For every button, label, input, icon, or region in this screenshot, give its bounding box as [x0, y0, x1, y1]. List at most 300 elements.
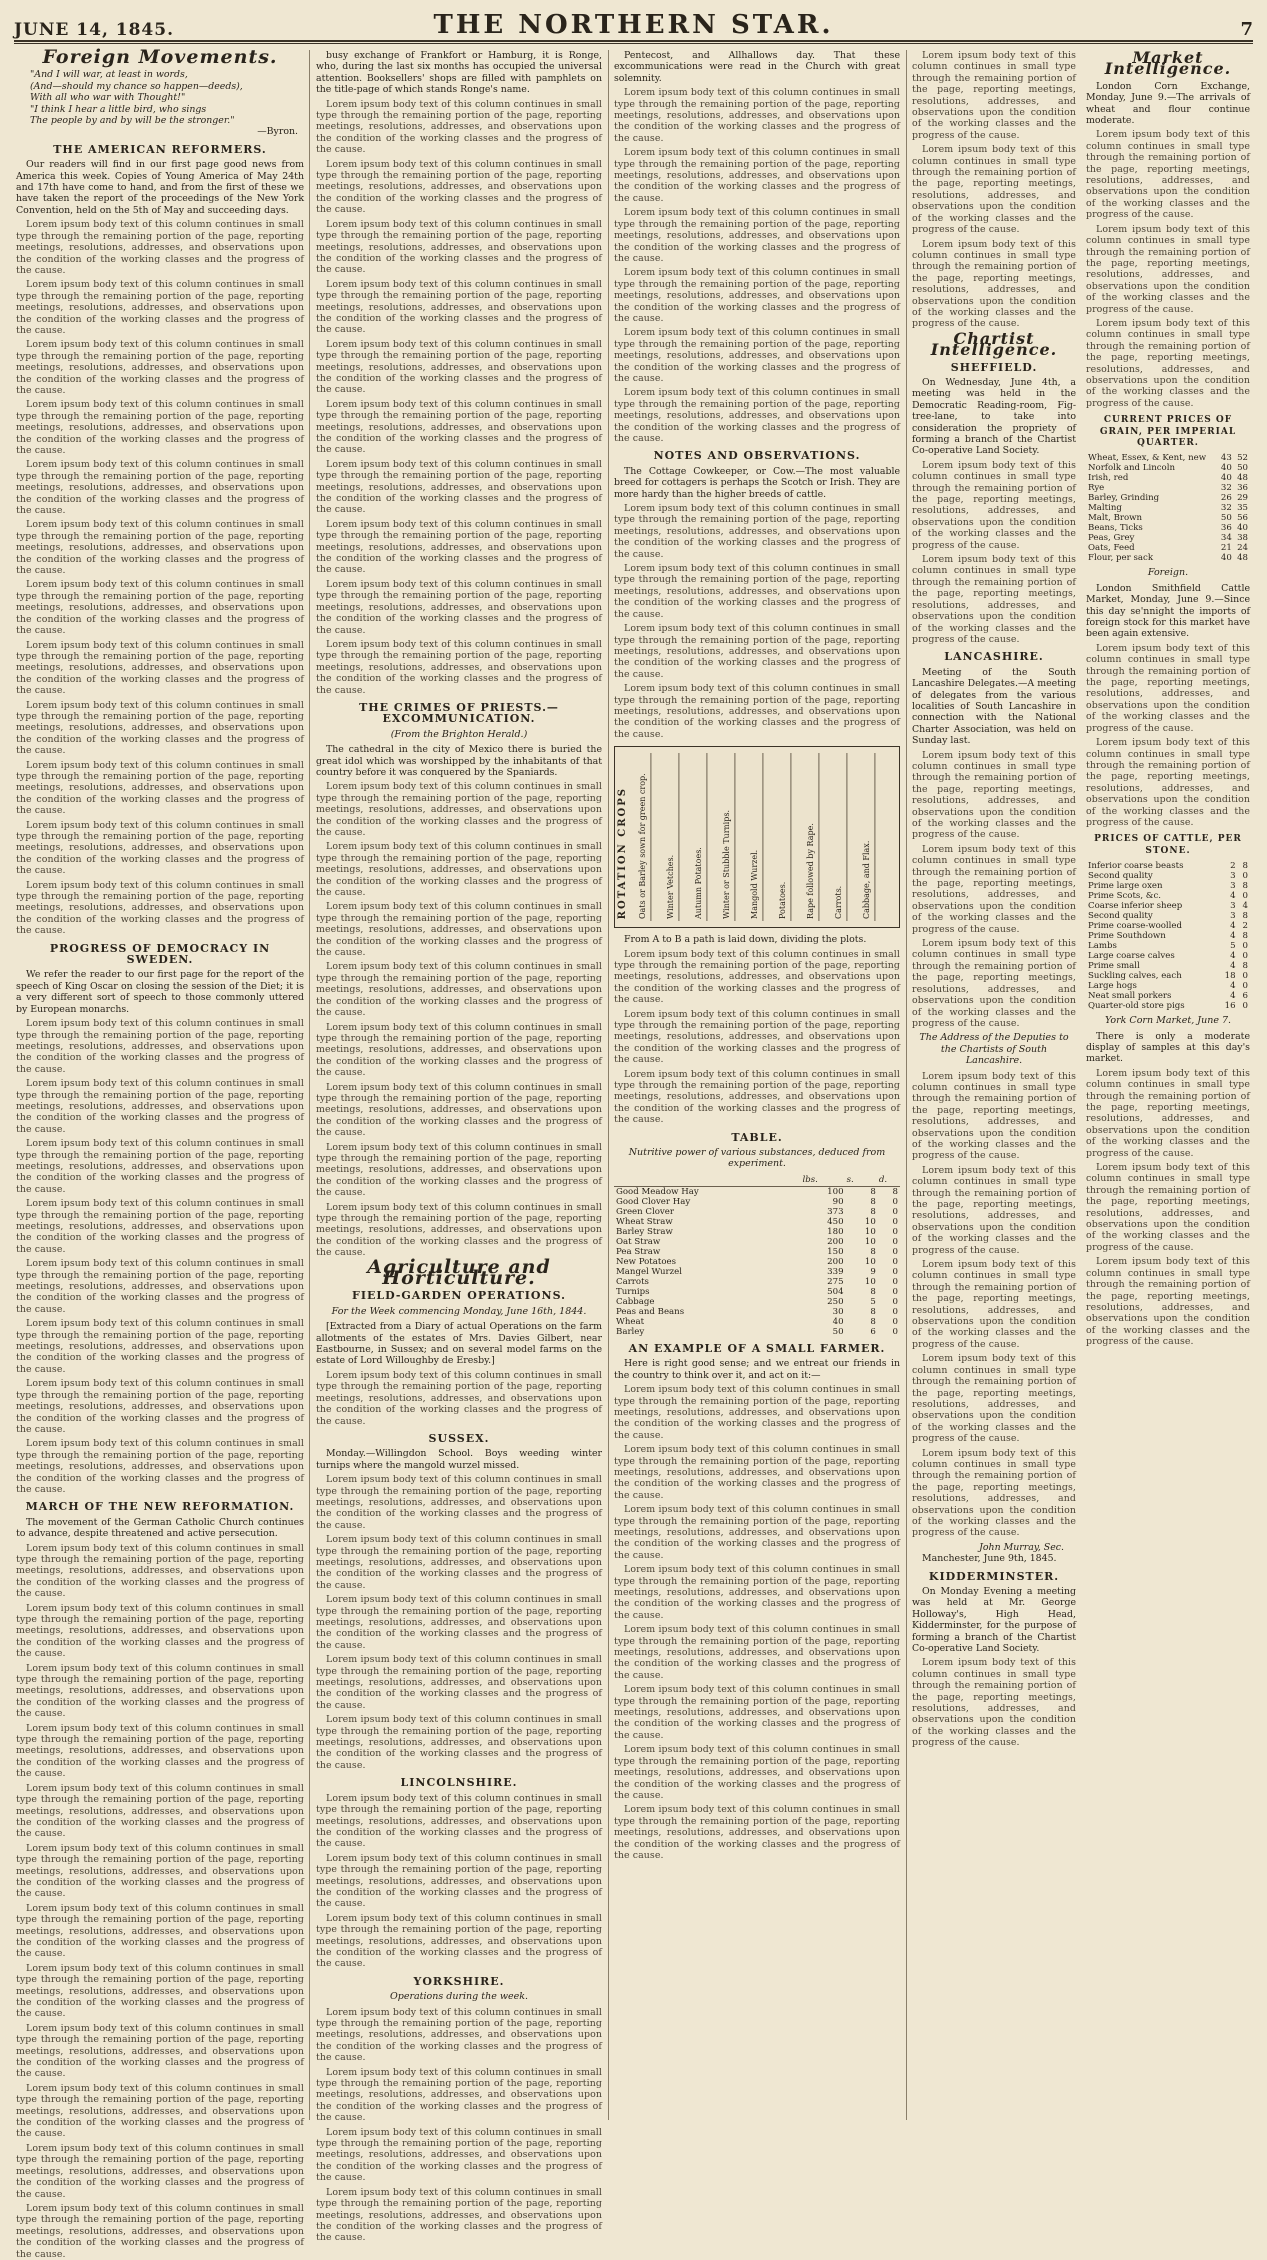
article-body: Lorem ipsum body text of this column continues in small type through the remaining portion of the page, reporting meetings, resolutions, addresses, and observations upon the condition of the working classes and the progress of the cause.: [16, 1722, 304, 1780]
article-body: Lorem ipsum body text of this column continues in small type through the remaining portion of the page, reporting meetings, resolutions, addresses, and observations upon the condition of the working classes and the progress of the cause.: [16, 2142, 304, 2200]
county-heading: SUSSEX.: [428, 1431, 490, 1445]
table-row: [1086, 911, 1250, 921]
headline-small-farmer: AN EXAMPLE OF A SMALL FARMER.: [628, 1341, 886, 1355]
table-cell: 8: [870, 1316, 876, 1327]
table-cell: 200: [827, 1236, 844, 1247]
table-row: [614, 1307, 900, 1317]
article-body: Lorem ipsum body text of this column continues in small type through the remaining portion of the page, reporting meetings, resolutions, addresses, and observations upon the condition of the working classes and the progress of the cause.: [316, 1714, 602, 1771]
table-cell: Prime Scots, &c.: [1088, 891, 1162, 902]
table-cell: 9: [870, 1266, 876, 1277]
table-cell: 6: [1242, 991, 1248, 1002]
table-cell: 2: [1242, 921, 1248, 932]
article-body: Lorem ipsum body text of this column continues in small type through the remaining portion of the page, reporting meetings, resolutions, addresses, and observations upon the condition of the working classes and the progress of the cause.: [16, 579, 304, 637]
table-cell: Norfolk and Lincoln: [1088, 463, 1175, 474]
article-body: Lorem ipsum body text of this column continues in small type through the remaining portion of the page, reporting meetings, resolutions, addresses, and observations upon the condition of the working classes and the progress of the cause.: [1086, 129, 1250, 221]
epigraph: [30, 69, 298, 137]
article-lead: The cathedral in the city of Mexico there is buried the great idol which was worshipped by the inhabitants of that country before it was conquered by the Spaniards.: [316, 744, 602, 778]
article-body: Lorem ipsum body text of this column continues in small type through the remaining portion of the page, reporting meetings, resolutions, addresses, and observations upon the condition of the working classes and the progress of the cause.: [16, 1078, 304, 1135]
diagram-caption: From A to B a path is laid down, dividing the plots.: [624, 934, 867, 946]
article-body: Lorem ipsum body text of this column continues in small type through the remaining portion of the page, reporting meetings, resolutions, addresses, and observations upon the condition of the working classes and the progress of the cause.: [16, 699, 304, 757]
table-cell: Prime small: [1088, 961, 1140, 972]
table-cell: Good Meadow Hay: [616, 1186, 699, 1197]
table-cell: 6: [870, 1326, 876, 1337]
article-body: Lorem ipsum body text of this column continues in small type through the remaining portion of the page, reporting meetings, resolutions, addresses, and observations upon the condition of the working classes and the progress of the cause.: [614, 623, 900, 680]
prices-heading: CURRENT PRICES OF GRAIN, PER IMPERIAL QUARTER.: [1099, 415, 1237, 448]
article-body: Lorem ipsum body text of this column continues in small type through the remaining portion of the page, reporting meetings, resolutions, addresses, and observations upon the condition of the working classes and the progress of the cause.: [614, 87, 900, 144]
table-cell: Wheat Straw: [616, 1216, 673, 1227]
article-body: Lorem ipsum body text of this column continues in small type through the remaining portion of the page, reporting meetings, resolutions, addresses, and observations upon the condition of the working classes and the progress of the cause.: [16, 1318, 304, 1375]
table-cell: 2: [1230, 861, 1236, 872]
table-cell: 24: [1237, 543, 1248, 554]
epigraph-line: The people by and by will be the stronger.": [30, 115, 235, 127]
table-cell: 4: [1230, 921, 1236, 932]
table-cell: 0: [892, 1216, 898, 1227]
table-row: [1086, 981, 1250, 991]
table-cell: Malt, Brown: [1088, 513, 1143, 524]
rotation-crops-diagram: [614, 746, 900, 928]
table-cell: 10: [864, 1236, 876, 1247]
article-lead: On Wednesday, June 4th, a meeting was held in the Democratic Reading-room, Fig-tree-lane, to take into consideration the propriety of forming a branch of the Chartist Co-operative Land Society.: [912, 376, 1076, 457]
headline-field-garden: FIELD-GARDEN OPERATIONS.: [352, 1289, 566, 1303]
table-cell: Neat small porkers: [1088, 991, 1172, 1002]
table-row: [614, 1287, 900, 1297]
rotation-row: Cabbage, and Flax.: [859, 753, 875, 921]
table-row: [1086, 453, 1250, 463]
article-body: Lorem ipsum body text of this column continues in small type through the remaining portion of the page, reporting meetings, resolutions, addresses, and observations upon the condition of the working classes and the progress of the cause.: [316, 518, 602, 576]
table-cell: Quarter-old store pigs: [1088, 1001, 1185, 1012]
table-cell: 36: [1220, 523, 1232, 534]
table-cell: 339: [827, 1266, 844, 1277]
table-row: [614, 1327, 900, 1337]
table-cell: 8: [1242, 961, 1248, 972]
table-cell: 38: [1237, 533, 1248, 544]
table-row: [1086, 513, 1250, 523]
article-body: Lorem ipsum body text of this column continues in small type through the remaining portion of the page, reporting meetings, resolutions, addresses, and observations upon the condition of the working classes and the progress of the cause.: [316, 2006, 602, 2064]
table-cell: 16: [1224, 1001, 1236, 1012]
section-title-chartist: Chartist Intelligence.: [930, 328, 1058, 360]
article-body: Lorem ipsum body text of this column continues in small type through the remaining portion of the page, reporting meetings, resolutions, addresses, and observations upon the condition of the working classes and the progress of the cause.: [912, 1353, 1076, 1445]
dateline: Manchester, June 9th, 1845.: [922, 1553, 1057, 1565]
article-lead: We refer the reader to our first page for the report of the speech of King Oscar on closing the session of the Diet; it is a very different sort of speech to those commonly uttered by European monarchs.: [16, 969, 304, 1015]
table-col-head: lbs.: [801, 1174, 845, 1187]
article-body: Lorem ipsum body text of this column continues in small type through the remaining portion of the page, reporting meetings, resolutions, addresses, and observations upon the condition of the working classes and the progress of the cause.: [912, 144, 1076, 236]
table-cell: 200: [827, 1256, 844, 1267]
table-row: [1086, 553, 1250, 563]
table-row: [614, 1237, 900, 1247]
table-subheading: Nutritive power of various substances, deduced from experiment.: [628, 1147, 886, 1170]
table-cell: Large coarse calves: [1088, 951, 1175, 962]
column-1: [16, 46, 304, 2260]
table-cell: 8: [870, 1306, 876, 1317]
table-cell: 52: [1237, 453, 1248, 464]
article-lead: [Extracted from a Diary of actual Operations on the farm allotments of the estates of Mrs. Davies Gilbert, near Eastbourne, in Sussex; and on several model farms on the estate of Lord Willoughby de Eresby.]: [316, 1321, 602, 1367]
table-cell: 0: [892, 1206, 898, 1217]
article-body: Lorem ipsum body text of this column continues in small type through the remaining portion of the page, reporting meetings, resolutions, addresses, and observations upon the condition of the working classes and the progress of the cause.: [912, 843, 1076, 935]
table-cell: Second quality: [1088, 911, 1153, 922]
table-cell: 50: [832, 1326, 844, 1337]
article-body: Lorem ipsum body text of this column continues in small type through the remaining portion of the page, reporting meetings, resolutions, addresses, and observations upon the condition of the working classes and the progress of the cause.: [16, 279, 304, 336]
table-cell: 90: [832, 1196, 844, 1207]
table-row: [614, 1257, 900, 1267]
rotation-row: Mangold Wurzel.: [747, 753, 763, 921]
table-row: [1086, 941, 1250, 951]
article-body: Lorem ipsum body text of this column continues in small type through the remaining portion of the page, reporting meetings, resolutions, addresses, and observations upon the condition of the working classes and the progress of the cause.: [316, 1654, 602, 1711]
table-row: [1086, 991, 1250, 1001]
table-cell: Wheat, Essex, & Kent, new: [1088, 453, 1207, 464]
table-row: [1086, 463, 1250, 473]
article-body: Lorem ipsum body text of this column continues in small type through the remaining portion of the page, reporting meetings, resolutions, addresses, and observations upon the condition of the working classes and the progress of the cause.: [912, 554, 1076, 645]
headline-kidderminster: KIDDERMINSTER.: [928, 1569, 1060, 1583]
article-body: Lorem ipsum body text of this column continues in small type through the remaining portion of the page, reporting meetings, resolutions, addresses, and observations upon the condition of the working classes and the progress of the cause.: [16, 339, 304, 396]
article-lead: Our readers will find in our first page good news from America this week. Copies of Young America of May 24th and 17th have come to hand, and from the first of these we have taken the report of the proceedings of the New York Convention, held on the 5th of May and succeeding days.: [16, 159, 304, 216]
article-body: Lorem ipsum body text of this column continues in small type through the remaining portion of the page, reporting meetings, resolutions, addresses, and observations upon the condition of the working classes and the progress of the cause.: [16, 1018, 304, 1075]
market-subcolumn: [1086, 50, 1250, 1752]
table-row: [614, 1267, 900, 1277]
column-4: [912, 50, 1250, 2120]
table-cell: Second quality: [1088, 871, 1153, 882]
table-cell: Barley Straw: [616, 1226, 673, 1237]
table-cell: 3: [1230, 871, 1236, 882]
article-body: Lorem ipsum body text of this column continues in small type through the remaining portion of the page, reporting meetings, resolutions, addresses, and observations upon the condition of the working classes and the progress of the cause.: [614, 1068, 900, 1126]
table-cell: 10: [864, 1226, 876, 1237]
table-cell: 10: [864, 1256, 876, 1267]
table-cell: 40: [1220, 473, 1232, 484]
table-cell: Barley, Grinding: [1088, 493, 1160, 504]
article-body: Lorem ipsum body text of this column continues in small type through the remaining portion of the page, reporting meetings, resolutions, addresses, and observations upon the condition of the working classes and the progress of the cause.: [16, 2202, 304, 2260]
table-cell: 4: [1230, 951, 1236, 962]
table-cell: 3: [1230, 881, 1236, 892]
table-cell: 0: [1242, 951, 1248, 962]
article-lead: London Smithfield Cattle Market, Monday, June 9.—Since this day se'nnight the imports of foreign stock for this market have been again extensive.: [1086, 582, 1250, 640]
masthead: [14, 6, 1253, 42]
rotation-row: Carrots.: [831, 753, 847, 921]
rotation-row: Oats or Barley sown for green crop.: [635, 753, 651, 921]
article-body: Lorem ipsum body text of this column continues in small type through the remaining portion of the page, reporting meetings, resolutions, addresses, and observations upon the condition of the working classes and the progress of the cause.: [614, 1504, 900, 1561]
table-cell: 5: [1230, 941, 1236, 952]
table-cell: 4: [1230, 981, 1236, 992]
article-body: Lorem ipsum body text of this column continues in small type through the remaining portion of the page, reporting meetings, resolutions, addresses, and observations upon the condition of the working classes and the progress of the cause.: [16, 2022, 304, 2080]
table-cell: Peas, Grey: [1088, 533, 1135, 544]
article-body: Lorem ipsum body text of this column continues in small type through the remaining portion of the page, reporting meetings, resolutions, addresses, and observations upon the condition of the working classes and the progress of the cause.: [614, 1384, 900, 1441]
table-row: [1086, 961, 1250, 971]
epigraph-line: (And—should my chance so happen—deeds),: [30, 80, 243, 92]
table-cell: Malting: [1088, 503, 1122, 514]
table-row: [1086, 931, 1250, 941]
article-body: Lorem ipsum body text of this column continues in small type through the remaining portion of the page, reporting meetings, resolutions, addresses, and observations upon the condition of the working classes and the progress of the cause.: [316, 98, 602, 156]
article-body: Lorem ipsum body text of this column continues in small type through the remaining portion of the page, reporting meetings, resolutions, addresses, and observations upon the condition of the working classes and the progress of the cause.: [16, 219, 304, 276]
article-body: Lorem ipsum body text of this column continues in small type through the remaining portion of the page, reporting meetings, resolutions, addresses, and observations upon the condition of the working classes and the progress of the cause.: [16, 1902, 304, 1960]
table-cell: Cabbage: [616, 1296, 655, 1307]
article-body: Lorem ipsum body text of this column continues in small type through the remaining portion of the page, reporting meetings, resolutions, addresses, and observations upon the condition of the working classes and the progress of the cause.: [912, 749, 1076, 841]
article-body: Lorem ipsum body text of this column continues in small type through the remaining portion of the page, reporting meetings, resolutions, addresses, and observations upon the condition of the working classes and the progress of the cause.: [316, 1201, 602, 1259]
table-cell: Peas and Beans: [616, 1306, 685, 1317]
article-body: Lorem ipsum body text of this column continues in small type through the remaining portion of the page, reporting meetings, resolutions, addresses, and observations upon the condition of the working classes and the progress of the cause.: [1086, 223, 1250, 315]
table-row: [1086, 951, 1250, 961]
table-cell: Wheat: [616, 1316, 645, 1327]
article-body: Lorem ipsum body text of this column continues in small type through the remaining portion of the page, reporting meetings, resolutions, addresses, and observations upon the condition of the working classes and the progress of the cause.: [614, 563, 900, 620]
article-body: Lorem ipsum body text of this column continues in small type through the remaining portion of the page, reporting meetings, resolutions, addresses, and observations upon the condition of the working classes and the progress of the cause.: [614, 267, 900, 324]
table-heading: TABLE.: [731, 1130, 783, 1144]
table-cell: Pea Straw: [616, 1246, 661, 1257]
table-row: [1086, 543, 1250, 553]
table-cell: 43: [1220, 453, 1232, 464]
table-cell: Prime large oxen: [1088, 881, 1163, 892]
article-body: Lorem ipsum body text of this column continues in small type through the remaining portion of the page, reporting meetings, resolutions, addresses, and observations upon the condition of the working classes and the progress of the cause.: [912, 1447, 1076, 1539]
article-body: Lorem ipsum body text of this column continues in small type through the remaining portion of the page, reporting meetings, resolutions, addresses, and observations upon the condition of the working classes and the progress of the cause.: [316, 1369, 602, 1427]
article-body: Lorem ipsum body text of this column continues in small type through the remaining portion of the page, reporting meetings, resolutions, addresses, and observations upon the condition of the working classes and the progress of the cause.: [16, 1602, 304, 1660]
table-row: [614, 1217, 900, 1227]
article-body: Lorem ipsum body text of this column continues in small type through the remaining portion of the page, reporting meetings, resolutions, addresses, and observations upon the condition of the working classes and the progress of the cause.: [16, 879, 304, 937]
article-body: Lorem ipsum body text of this column continues in small type through the remaining portion of the page, reporting meetings, resolutions, addresses, and observations upon the condition of the working classes and the progress of the cause.: [614, 1444, 900, 1501]
article-body: Lorem ipsum body text of this column continues in small type through the remaining portion of the page, reporting meetings, resolutions, addresses, and observations upon the condition of the working classes and the progress of the cause.: [316, 1852, 602, 1910]
table-cell: 40: [1220, 553, 1232, 564]
article-body: Lorem ipsum body text of this column continues in small type through the remaining portion of the page, reporting meetings, resolutions, addresses, and observations upon the condition of the working classes and the progress of the cause.: [16, 459, 304, 517]
table-cell: 8: [1242, 931, 1248, 942]
table-cell: 0: [892, 1266, 898, 1277]
table-cell: 40: [1220, 463, 1232, 474]
article-body: Lorem ipsum body text of this column continues in small type through the remaining portion of the page, reporting meetings, resolutions, addresses, and observations upon the condition of the working classes and the progress of the cause.: [316, 578, 602, 636]
article-body: Lorem ipsum body text of this column continues in small type through the remaining portion of the page, reporting meetings, resolutions, addresses, and observations upon the condition of the working classes and the progress of the cause.: [316, 2126, 602, 2184]
article-lead: The movement of the German Catholic Church continues to advance, despite threatened and active persecution.: [16, 1516, 304, 1540]
table-cell: Coarse inferior sheep: [1088, 901, 1183, 912]
table-cell: 8: [870, 1286, 876, 1297]
table-cell: 0: [892, 1226, 898, 1237]
table-cell: 4: [1230, 931, 1236, 942]
table-cell: 3: [1230, 911, 1236, 922]
table-cell: 8: [870, 1186, 876, 1197]
table-row: [614, 1227, 900, 1237]
table-cell: Good Clover Hay: [616, 1196, 691, 1207]
article-body: Lorem ipsum body text of this column continues in small type through the remaining portion of the page, reporting meetings, resolutions, addresses, and observations upon the condition of the working classes and the progress of the cause.: [1086, 317, 1250, 409]
article-body: Lorem ipsum body text of this column continues in small type through the remaining portion of the page, reporting meetings, resolutions, addresses, and observations upon the condition of the working classes and the progress of the cause.: [614, 387, 900, 444]
headline-new-reformation: MARCH OF THE NEW REFORMATION.: [25, 1500, 295, 1514]
headline-notes-observations: NOTES AND OBSERVATIONS.: [653, 449, 861, 463]
table-cell: Suckling calves, each: [1088, 971, 1182, 982]
article-body: Lorem ipsum body text of this column continues in small type through the remaining portion of the page, reporting meetings, resolutions, addresses, and observations upon the condition of the working classes and the progress of the cause.: [614, 1744, 900, 1801]
article-body: Lorem ipsum body text of this column continues in small type through the remaining portion of the page, reporting meetings, resolutions, addresses, and observations upon the condition of the working classes and the progress of the cause.: [316, 338, 602, 396]
table-row: [1086, 891, 1250, 901]
table-row: [1086, 503, 1250, 513]
subheadline: Operations during the week.: [389, 1991, 528, 2003]
article-body: Lorem ipsum body text of this column continues in small type through the remaining portion of the page, reporting meetings, resolutions, addresses, and observations upon the condition of the working classes and the progress of the cause.: [316, 218, 602, 276]
epigraph-line: "I think I hear a little bird, who sings: [30, 103, 207, 115]
table-cell: Green Clover: [616, 1206, 674, 1217]
table-cell: 0: [1242, 1001, 1248, 1012]
cattle-prices-table: [1086, 861, 1250, 1011]
section-title-market: Market Intelligence.: [1104, 48, 1232, 79]
county-heading: YORKSHIRE.: [413, 1974, 505, 1988]
article-body: Lorem ipsum body text of this column continues in small type through the remaining portion of the page, reporting meetings, resolutions, addresses, and observations upon the condition of the working classes and the progress of the cause.: [912, 459, 1076, 551]
table-cell: 504: [827, 1286, 844, 1297]
article-body: Lorem ipsum body text of this column continues in small type through the remaining portion of the page, reporting meetings, resolutions, addresses, and observations upon the condition of the working classes and the progress of the cause.: [16, 1782, 304, 1840]
article-body: Lorem ipsum body text of this column continues in small type through the remaining portion of the page, reporting meetings, resolutions, addresses, and observations upon the condition of the working classes and the progress of the cause.: [614, 1804, 900, 1861]
table-cell: 4: [1230, 961, 1236, 972]
article-body: Lorem ipsum body text of this column continues in small type through the remaining portion of the page, reporting meetings, resolutions, addresses, and observations upon the condition of the working classes and the progress of the cause.: [16, 1542, 304, 1600]
table-row: [614, 1207, 900, 1217]
rotation-title: ROTATION CROPS: [617, 787, 628, 920]
column-3: [614, 50, 900, 2120]
table-cell: Prime coarse-woolled: [1088, 921, 1183, 932]
article-body: Lorem ipsum body text of this column continues in small type through the remaining portion of the page, reporting meetings, resolutions, addresses, and observations upon the condition of the working classes and the progress of the cause.: [912, 50, 1076, 141]
subheadline: For the Week commencing Monday, June 16th, 1844.: [331, 1305, 587, 1317]
article-body: Lorem ipsum body text of this column continues in small type through the remaining portion of the page, reporting meetings, resolutions, addresses, and observations upon the condition of the working classes and the progress of the cause.: [1086, 642, 1250, 734]
table-cell: 0: [892, 1246, 898, 1257]
article-body: Lorem ipsum body text of this column continues in small type through the remaining portion of the page, reporting meetings, resolutions, addresses, and observations upon the condition of the working classes and the progress of the cause.: [316, 1081, 602, 1139]
article-body: Lorem ipsum body text of this column continues in small type through the remaining portion of the page, reporting meetings, resolutions, addresses, and observations upon the condition of the working classes and the progress of the cause.: [316, 2186, 602, 2244]
table-cell: 32: [1220, 483, 1232, 494]
rotation-row: Rape followed by Rape.: [803, 753, 819, 921]
headline-crimes-of-priests: THE CRIMES OF PRIESTS.—EXCOMMUNICATION.: [359, 700, 559, 726]
table-cell: 18: [1224, 971, 1236, 982]
table-cell: Mangel Wurzel: [616, 1266, 683, 1277]
address-title: The Address of the Deputies to the Chartists of South Lancashire.: [919, 1032, 1069, 1067]
table-cell: 35: [1237, 503, 1248, 514]
table-cell: Prime Southdown: [1088, 931, 1166, 942]
table-cell: Carrots: [616, 1276, 649, 1287]
table-cell: 0: [892, 1236, 898, 1247]
epigraph-line: "And I will war, at least in words,: [30, 69, 188, 81]
article-body: Lorem ipsum body text of this column continues in small type through the remaining portion of the page, reporting meetings, resolutions, addresses, and observations upon the condition of the working classes and the progress of the cause.: [16, 399, 304, 456]
table-cell: 0: [892, 1286, 898, 1297]
table-cell: 8: [870, 1206, 876, 1217]
table-cell: 10: [864, 1276, 876, 1287]
article-body: Lorem ipsum body text of this column continues in small type through the remaining portion of the page, reporting meetings, resolutions, addresses, and observations upon the condition of the working classes and the progress of the cause.: [16, 1138, 304, 1195]
article-body: Lorem ipsum body text of this column continues in small type through the remaining portion of the page, reporting meetings, resolutions, addresses, and observations upon the condition of the working classes and the progress of the cause.: [16, 1258, 304, 1315]
table-cell: 275: [827, 1276, 844, 1287]
table-cell: Irish, red: [1088, 473, 1129, 484]
table-cell: Turnips: [616, 1286, 650, 1297]
table-cell: Lambs: [1088, 941, 1117, 952]
table-cell: 450: [827, 1216, 844, 1227]
table-col-head: s.: [846, 1174, 878, 1187]
article-body: Lorem ipsum body text of this column continues in small type through the remaining portion of the page, reporting meetings, resolutions, addresses, and observations upon the condition of the working classes and the progress of the cause.: [316, 158, 602, 216]
table-cell: 48: [1237, 473, 1248, 484]
table-cell: Oat Straw: [616, 1236, 661, 1247]
table-cell: 56: [1237, 513, 1248, 524]
table-cell: Flour, per sack: [1088, 553, 1154, 564]
table-cell: 10: [864, 1216, 876, 1227]
issue-date: JUNE 14, 1845.: [14, 20, 175, 40]
table-row: [1086, 1001, 1250, 1011]
table-row: [614, 1186, 900, 1197]
section-title-foreign-movements: Foreign Movements.: [42, 46, 278, 68]
article-lead: On Monday Evening a meeting was held at Mr. George Holloway's, High Head, Kidderminster, for the purpose of forming a branch of the Chartist Co-operative Land Society.: [912, 1586, 1076, 1655]
table-cell: 4: [1230, 891, 1236, 902]
nutritive-table: [614, 1174, 900, 1337]
table-cell: 50: [1237, 463, 1248, 474]
article-lead: busy exchange of Frankfort or Hamburg, it is Ronge, who, during the last six months has occupied the universal attention. Booksellers' shops are filled with pamphlets on the title-page of which stands Ronge's name.: [316, 50, 602, 96]
article-body: Lorem ipsum body text of this column continues in small type through the remaining portion of the page, reporting meetings, resolutions, addresses, and observations upon the condition of the working classes and the progress of the cause.: [1086, 1067, 1250, 1159]
article-body: Lorem ipsum body text of this column continues in small type through the remaining portion of the page, reporting meetings, resolutions, addresses, and observations upon the condition of the working classes and the progress of the cause.: [16, 1662, 304, 1720]
article-body: Lorem ipsum body text of this column continues in small type through the remaining portion of the page, reporting meetings, resolutions, addresses, and observations upon the condition of the working classes and the progress of the cause.: [316, 1534, 602, 1591]
table-cell: 0: [1242, 871, 1248, 882]
table-cell: 0: [892, 1326, 898, 1337]
epigraph-line: With all who war with Thought!": [30, 92, 186, 104]
table-cell: 8: [1242, 861, 1248, 872]
table-row: [1086, 871, 1250, 881]
article-body: Lorem ipsum body text of this column continues in small type through the remaining portion of the page, reporting meetings, resolutions, addresses, and observations upon the condition of the working classes and the progress of the cause.: [316, 1474, 602, 1531]
table-cell: 26: [1220, 493, 1232, 504]
table-row: [1086, 523, 1250, 533]
column-divider: [906, 50, 907, 2120]
article-body: Lorem ipsum body text of this column continues in small type through the remaining portion of the page, reporting meetings, resolutions, addresses, and observations upon the condition of the working classes and the progress of the cause.: [316, 638, 602, 696]
rotation-row: Autumn Potatoes.: [691, 753, 707, 921]
table-col-head: d.: [878, 1174, 900, 1187]
table-cell: 150: [827, 1246, 844, 1257]
article-body: Lorem ipsum body text of this column continues in small type through the remaining portion of the page, reporting meetings, resolutions, addresses, and observations upon the condition of the working classes and the progress of the cause.: [614, 207, 900, 264]
table-cell: Inferior coarse beasts: [1088, 861, 1184, 872]
article-body: Lorem ipsum body text of this column continues in small type through the remaining portion of the page, reporting meetings, resolutions, addresses, and observations upon the condition of the working classes and the progress of the cause.: [316, 841, 602, 899]
article-body: Lorem ipsum body text of this column continues in small type through the remaining portion of the page, reporting meetings, resolutions, addresses, and observations upon the condition of the working classes and the progress of the cause.: [912, 1657, 1076, 1749]
table-cell: 0: [892, 1276, 898, 1287]
article-body: Lorem ipsum body text of this column continues in small type through the remaining portion of the page, reporting meetings, resolutions, addresses, and observations upon the condition of the working classes and the progress of the cause.: [316, 398, 602, 456]
article-body: Lorem ipsum body text of this column continues in small type through the remaining portion of the page, reporting meetings, resolutions, addresses, and observations upon the condition of the working classes and the progress of the cause.: [16, 519, 304, 577]
table-cell: Oats, Feed: [1088, 543, 1135, 554]
table-cell: 5: [870, 1296, 876, 1307]
table-cell: 8: [892, 1186, 898, 1197]
foreign-heading: Foreign.: [1147, 567, 1189, 579]
article-body: Lorem ipsum body text of this column continues in small type through the remaining portion of the page, reporting meetings, resolutions, addresses, and observations upon the condition of the working classes and the progress of the cause.: [16, 1198, 304, 1255]
source-credit: (From the Brighton Herald.): [390, 728, 528, 740]
county-heading: LINCOLNSHIRE.: [400, 1776, 518, 1790]
table-row: [1086, 971, 1250, 981]
table-row: [1086, 901, 1250, 911]
article-body: Lorem ipsum body text of this column continues in small type through the remaining portion of the page, reporting meetings, resolutions, addresses, and observations upon the condition of the working classes and the progress of the cause.: [912, 1164, 1076, 1256]
table-cell: 250: [827, 1296, 844, 1307]
table-row: [1086, 921, 1250, 931]
table-cell: 0: [892, 1296, 898, 1307]
page-number: 7: [1240, 19, 1253, 40]
article-body: Lorem ipsum body text of this column continues in small type through the remaining portion of the page, reporting meetings, resolutions, addresses, and observations upon the condition of the working classes and the progress of the cause.: [316, 1792, 602, 1850]
table-cell: 50: [1220, 513, 1232, 524]
article-body: Lorem ipsum body text of this column continues in small type through the remaining portion of the page, reporting meetings, resolutions, addresses, and observations upon the condition of the working classes and the progress of the cause.: [912, 1259, 1076, 1350]
table-cell: 3: [1230, 901, 1236, 912]
article-body: Lorem ipsum body text of this column continues in small type through the remaining portion of the page, reporting meetings, resolutions, addresses, and observations upon the condition of the working classes and the progress of the cause.: [912, 238, 1076, 330]
rotation-row: Winter or Stubble Turnips.: [719, 753, 735, 921]
epigraph-source: —Byron.: [257, 126, 298, 138]
table-cell: 0: [892, 1256, 898, 1267]
column-divider: [608, 50, 609, 2120]
table-cell: 0: [892, 1316, 898, 1327]
article-body: Lorem ipsum body text of this column continues in small type through the remaining portion of the page, reporting meetings, resolutions, addresses, and observations upon the condition of the working classes and the progress of the cause.: [316, 1141, 602, 1199]
headline-lancashire: LANCASHIRE.: [944, 650, 1044, 664]
table-cell: 48: [1237, 553, 1248, 564]
table-cell: 373: [827, 1206, 844, 1217]
article-body: Lorem ipsum body text of this column continues in small type through the remaining portion of the page, reporting meetings, resolutions, addresses, and observations upon the condition of the working classes and the progress of the cause.: [912, 938, 1076, 1029]
table-cell: 0: [1242, 891, 1248, 902]
table-cell: 8: [870, 1246, 876, 1257]
table-cell: 8: [870, 1196, 876, 1207]
table-row: [614, 1317, 900, 1327]
rotation-row: Winter Vetches.: [663, 753, 679, 921]
cattle-prices-heading: PRICES OF CATTLE, PER STONE.: [1094, 834, 1242, 856]
table-cell: 30: [832, 1306, 844, 1317]
market-heading: York Corn Market, June 7.: [1104, 1015, 1232, 1027]
article-body: Lorem ipsum body text of this column continues in small type through the remaining portion of the page, reporting meetings, resolutions, addresses, and observations upon the condition of the working classes and the progress of the cause.: [16, 639, 304, 697]
table-cell: 0: [892, 1196, 898, 1207]
column-divider: [309, 50, 310, 2120]
article-body: Lorem ipsum body text of this column continues in small type through the remaining portion of the page, reporting meetings, resolutions, addresses, and observations upon the condition of the working classes and the progress of the cause.: [614, 948, 900, 1006]
section-title-agriculture: Agriculture and Horticulture.: [367, 1255, 551, 1290]
table-cell: 40: [1237, 523, 1248, 534]
headline-american-reformers: THE AMERICAN REFORMERS.: [53, 142, 267, 156]
table-cell: Barley: [616, 1326, 645, 1337]
headline-sheffield: SHEFFIELD.: [950, 360, 1038, 374]
headline-democracy-sweden: PROGRESS OF DEMOCRACY IN SWEDEN.: [49, 941, 271, 967]
article-body: Lorem ipsum body text of this column continues in small type through the remaining portion of the page, reporting meetings, resolutions, addresses, and observations upon the condition of the working classes and the progress of the cause.: [316, 901, 602, 959]
article-lead: London Corn Exchange, Monday, June 9.—The arrivals of wheat and flour continue moderate.: [1086, 80, 1250, 127]
article-body: Lorem ipsum body text of this column continues in small type through the remaining portion of the page, reporting meetings, resolutions, addresses, and observations upon the condition of the working classes and the progress of the cause.: [16, 1438, 304, 1495]
